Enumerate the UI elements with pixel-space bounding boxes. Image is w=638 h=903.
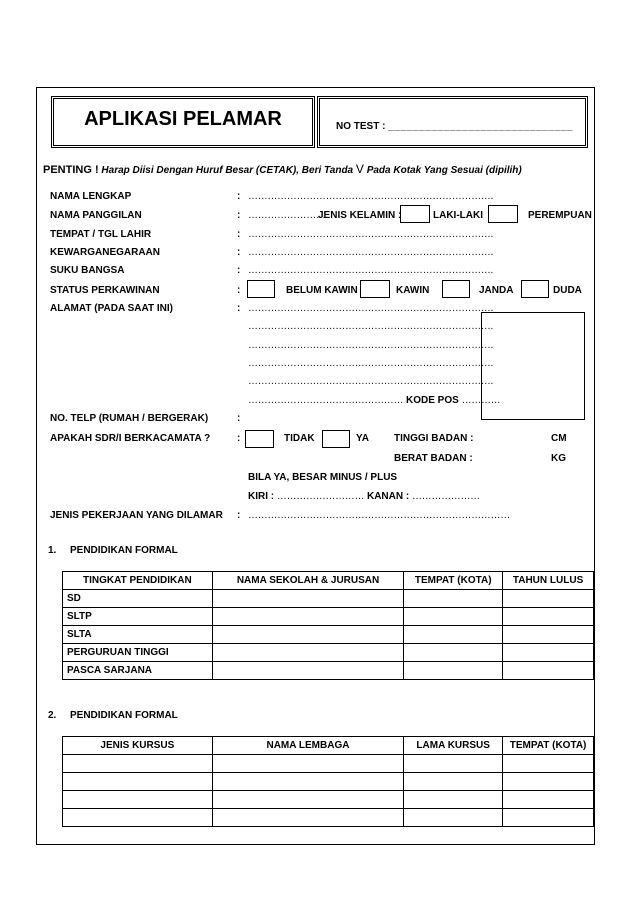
tempat-tgl-lahir-field[interactable]: …………………………………………………………………. (248, 229, 493, 240)
label-alamat: ALAMAT (PADA SAAT INI) (50, 303, 173, 314)
nama-panggilan-field[interactable]: ……………………. (248, 210, 329, 221)
table-cell[interactable] (212, 791, 404, 809)
table-cell[interactable] (212, 626, 404, 644)
berat-badan-label: BERAT BADAN : (394, 453, 473, 464)
table-cell[interactable] (212, 608, 404, 626)
alamat-line-2[interactable]: …………………………………………………………………. (248, 321, 493, 332)
photo-box (481, 312, 585, 420)
v-mark: V (355, 162, 364, 176)
table-row (63, 626, 594, 644)
notice (43, 162, 522, 176)
label-kacamata: APAKAH SDR/I BERKACAMATA ? (50, 433, 211, 444)
colon: : (237, 413, 241, 424)
table-header-row (63, 572, 594, 590)
table-row (63, 773, 594, 791)
table-row (63, 662, 594, 680)
table-cell[interactable] (63, 791, 213, 809)
row-label: PASCA SARJANA (63, 662, 213, 680)
table-cell[interactable] (503, 590, 594, 608)
table-cell[interactable] (503, 644, 594, 662)
label-tempat-tgl-lahir: TEMPAT / TGL LAHIR (50, 229, 152, 240)
table-row (63, 809, 594, 827)
colon: : (237, 265, 241, 276)
penting-label: PENTING ! (43, 164, 99, 176)
table-cell[interactable] (503, 755, 594, 773)
colon: : (237, 247, 241, 258)
kode-pos-label: KODE POS (405, 395, 459, 406)
instruction-b: Pada Kotak Yang Sesuai (dipilih) (363, 165, 522, 176)
tidak-checkbox[interactable] (245, 430, 274, 448)
label-nama-panggilan: NAMA PANGGILAN (50, 210, 142, 221)
col-tempat-kota: TEMPAT (KOTA) (503, 737, 594, 755)
label-jenis-pekerjaan: JENIS PEKERJAAN YANG DILAMAR (50, 510, 223, 521)
table-cell[interactable] (404, 626, 503, 644)
alamat-last-line[interactable]: ………………………………………… (248, 395, 404, 406)
table-cell[interactable] (404, 590, 503, 608)
table-cell[interactable] (63, 809, 213, 827)
table-cell[interactable] (212, 773, 404, 791)
perempuan-checkbox[interactable] (488, 205, 518, 223)
label-suku-bangsa: SUKU BANGSA (50, 265, 125, 276)
table-cell[interactable] (212, 662, 404, 680)
page-title: APLIKASI PELAMAR (84, 108, 282, 130)
jenis-pekerjaan-field[interactable]: ……………………………………………………………………… (248, 510, 510, 521)
tidak-label: TIDAK (284, 433, 315, 444)
kursus-table (62, 736, 594, 827)
kewarganegaraan-field[interactable]: …………………………………………………………………. (248, 247, 493, 258)
duda-checkbox[interactable] (521, 280, 549, 298)
alamat-kode-pos-line (248, 395, 500, 406)
table-cell[interactable] (212, 590, 404, 608)
table-cell[interactable] (503, 608, 594, 626)
alamat-line-3[interactable]: …………………………………………………………………. (248, 340, 493, 351)
kanan-field[interactable]: ………………… (411, 491, 480, 502)
janda-label: JANDA (479, 285, 514, 296)
kawin-label: KAWIN (396, 285, 430, 296)
kg-unit: KG (551, 453, 566, 464)
tinggi-badan-label: TINGGI BADAN : (394, 433, 474, 444)
table-cell[interactable] (63, 773, 213, 791)
kiri-kanan-line (248, 491, 480, 502)
table-cell[interactable] (404, 773, 503, 791)
table-row (63, 755, 594, 773)
table-row (63, 791, 594, 809)
table-row (63, 590, 594, 608)
label-no-telp: NO. TELP (RUMAH / BERGERAK) (50, 413, 209, 424)
suku-bangsa-field[interactable]: …………………………………………………………………. (248, 265, 493, 276)
section2-title: PENDIDIKAN FORMAL (70, 710, 178, 721)
colon: : (237, 433, 241, 444)
col-lama-kursus: LAMA KURSUS (404, 737, 503, 755)
laki-laki-label: LAKI-LAKI (433, 210, 483, 221)
section1-title: PENDIDIKAN FORMAL (70, 545, 178, 556)
label-jenis-kelamin: JENIS KELAMIN : (318, 210, 402, 221)
bila-ya-label: BILA YA, BESAR MINUS / PLUS (248, 472, 398, 483)
section2-number: 2. (48, 710, 57, 721)
nama-lengkap-field[interactable]: …………………………………………………………………. (248, 191, 493, 202)
table-cell[interactable] (404, 755, 503, 773)
cm-unit: CM (551, 433, 567, 444)
col-nama-lembaga: NAMA LEMBAGA (212, 737, 404, 755)
label-kewarganegaraan: KEWARGANEGARAAN (50, 247, 160, 258)
table-cell[interactable] (212, 644, 404, 662)
col-tempat-kota: TEMPAT (KOTA) (404, 572, 503, 590)
kode-pos-field[interactable]: ………… (461, 395, 501, 406)
alamat-field[interactable]: …………………………………………………………………. (248, 303, 493, 314)
row-label: SLTP (63, 608, 213, 626)
table-cell[interactable] (212, 809, 404, 827)
pendidikan-formal-table (62, 571, 594, 680)
table-cell[interactable] (503, 809, 594, 827)
kiri-label: KIRI : (248, 491, 275, 502)
table-cell[interactable] (503, 662, 594, 680)
table-cell[interactable] (404, 644, 503, 662)
label-nama-lengkap: NAMA LENGKAP (50, 191, 132, 202)
kiri-field[interactable]: ……………………… (276, 491, 365, 502)
no-test-line: ______________________________ (388, 121, 574, 132)
colon: : (237, 210, 241, 221)
alamat-line-4[interactable]: …………………………………………………………………. (248, 358, 493, 369)
laki-laki-checkbox[interactable] (400, 205, 430, 223)
table-cell[interactable] (212, 755, 404, 773)
table-cell[interactable] (404, 809, 503, 827)
table-row (63, 644, 594, 662)
ya-label: YA (356, 433, 369, 444)
janda-checkbox[interactable] (442, 280, 470, 298)
col-tahun-lulus: TAHUN LULUS (503, 572, 594, 590)
table-cell[interactable] (404, 608, 503, 626)
table-cell[interactable] (503, 626, 594, 644)
col-nama-sekolah: NAMA SEKOLAH & JURUSAN (212, 572, 404, 590)
table-cell[interactable] (503, 773, 594, 791)
colon: : (237, 285, 241, 296)
row-label: PERGURUAN TINGGI (63, 644, 213, 662)
belum-kawin-checkbox[interactable] (247, 280, 275, 298)
no-test-label: NO TEST : (336, 121, 389, 132)
kawin-checkbox[interactable] (360, 280, 390, 298)
table-cell[interactable] (63, 755, 213, 773)
ya-checkbox[interactable] (322, 430, 350, 448)
col-jenis-kursus: JENIS KURSUS (63, 737, 213, 755)
colon: : (237, 303, 241, 314)
row-label: SLTA (63, 626, 213, 644)
table-cell[interactable] (503, 791, 594, 809)
table-header-row (63, 737, 594, 755)
colon: : (237, 229, 241, 240)
kanan-label: KANAN : (366, 491, 410, 502)
table-cell[interactable] (404, 662, 503, 680)
section1-number: 1. (48, 545, 57, 556)
col-tingkat-pendidikan: TINGKAT PENDIDIKAN (63, 572, 213, 590)
label-status-perkawinan: STATUS PERKAWINAN (50, 285, 160, 296)
colon: : (237, 191, 241, 202)
instruction-a: Harap Diisi Dengan Huruf Besar (CETAK), Beri Tanda (101, 165, 356, 176)
no-test-field[interactable] (336, 121, 573, 132)
colon: : (237, 510, 241, 521)
row-label: SD (63, 590, 213, 608)
table-cell[interactable] (404, 791, 503, 809)
perempuan-label: PEREMPUAN (528, 210, 592, 221)
duda-label: DUDA (553, 285, 582, 296)
belum-kawin-label: BELUM KAWIN (286, 285, 358, 296)
alamat-line-5[interactable]: …………………………………………………………………. (248, 376, 493, 387)
table-row (63, 608, 594, 626)
